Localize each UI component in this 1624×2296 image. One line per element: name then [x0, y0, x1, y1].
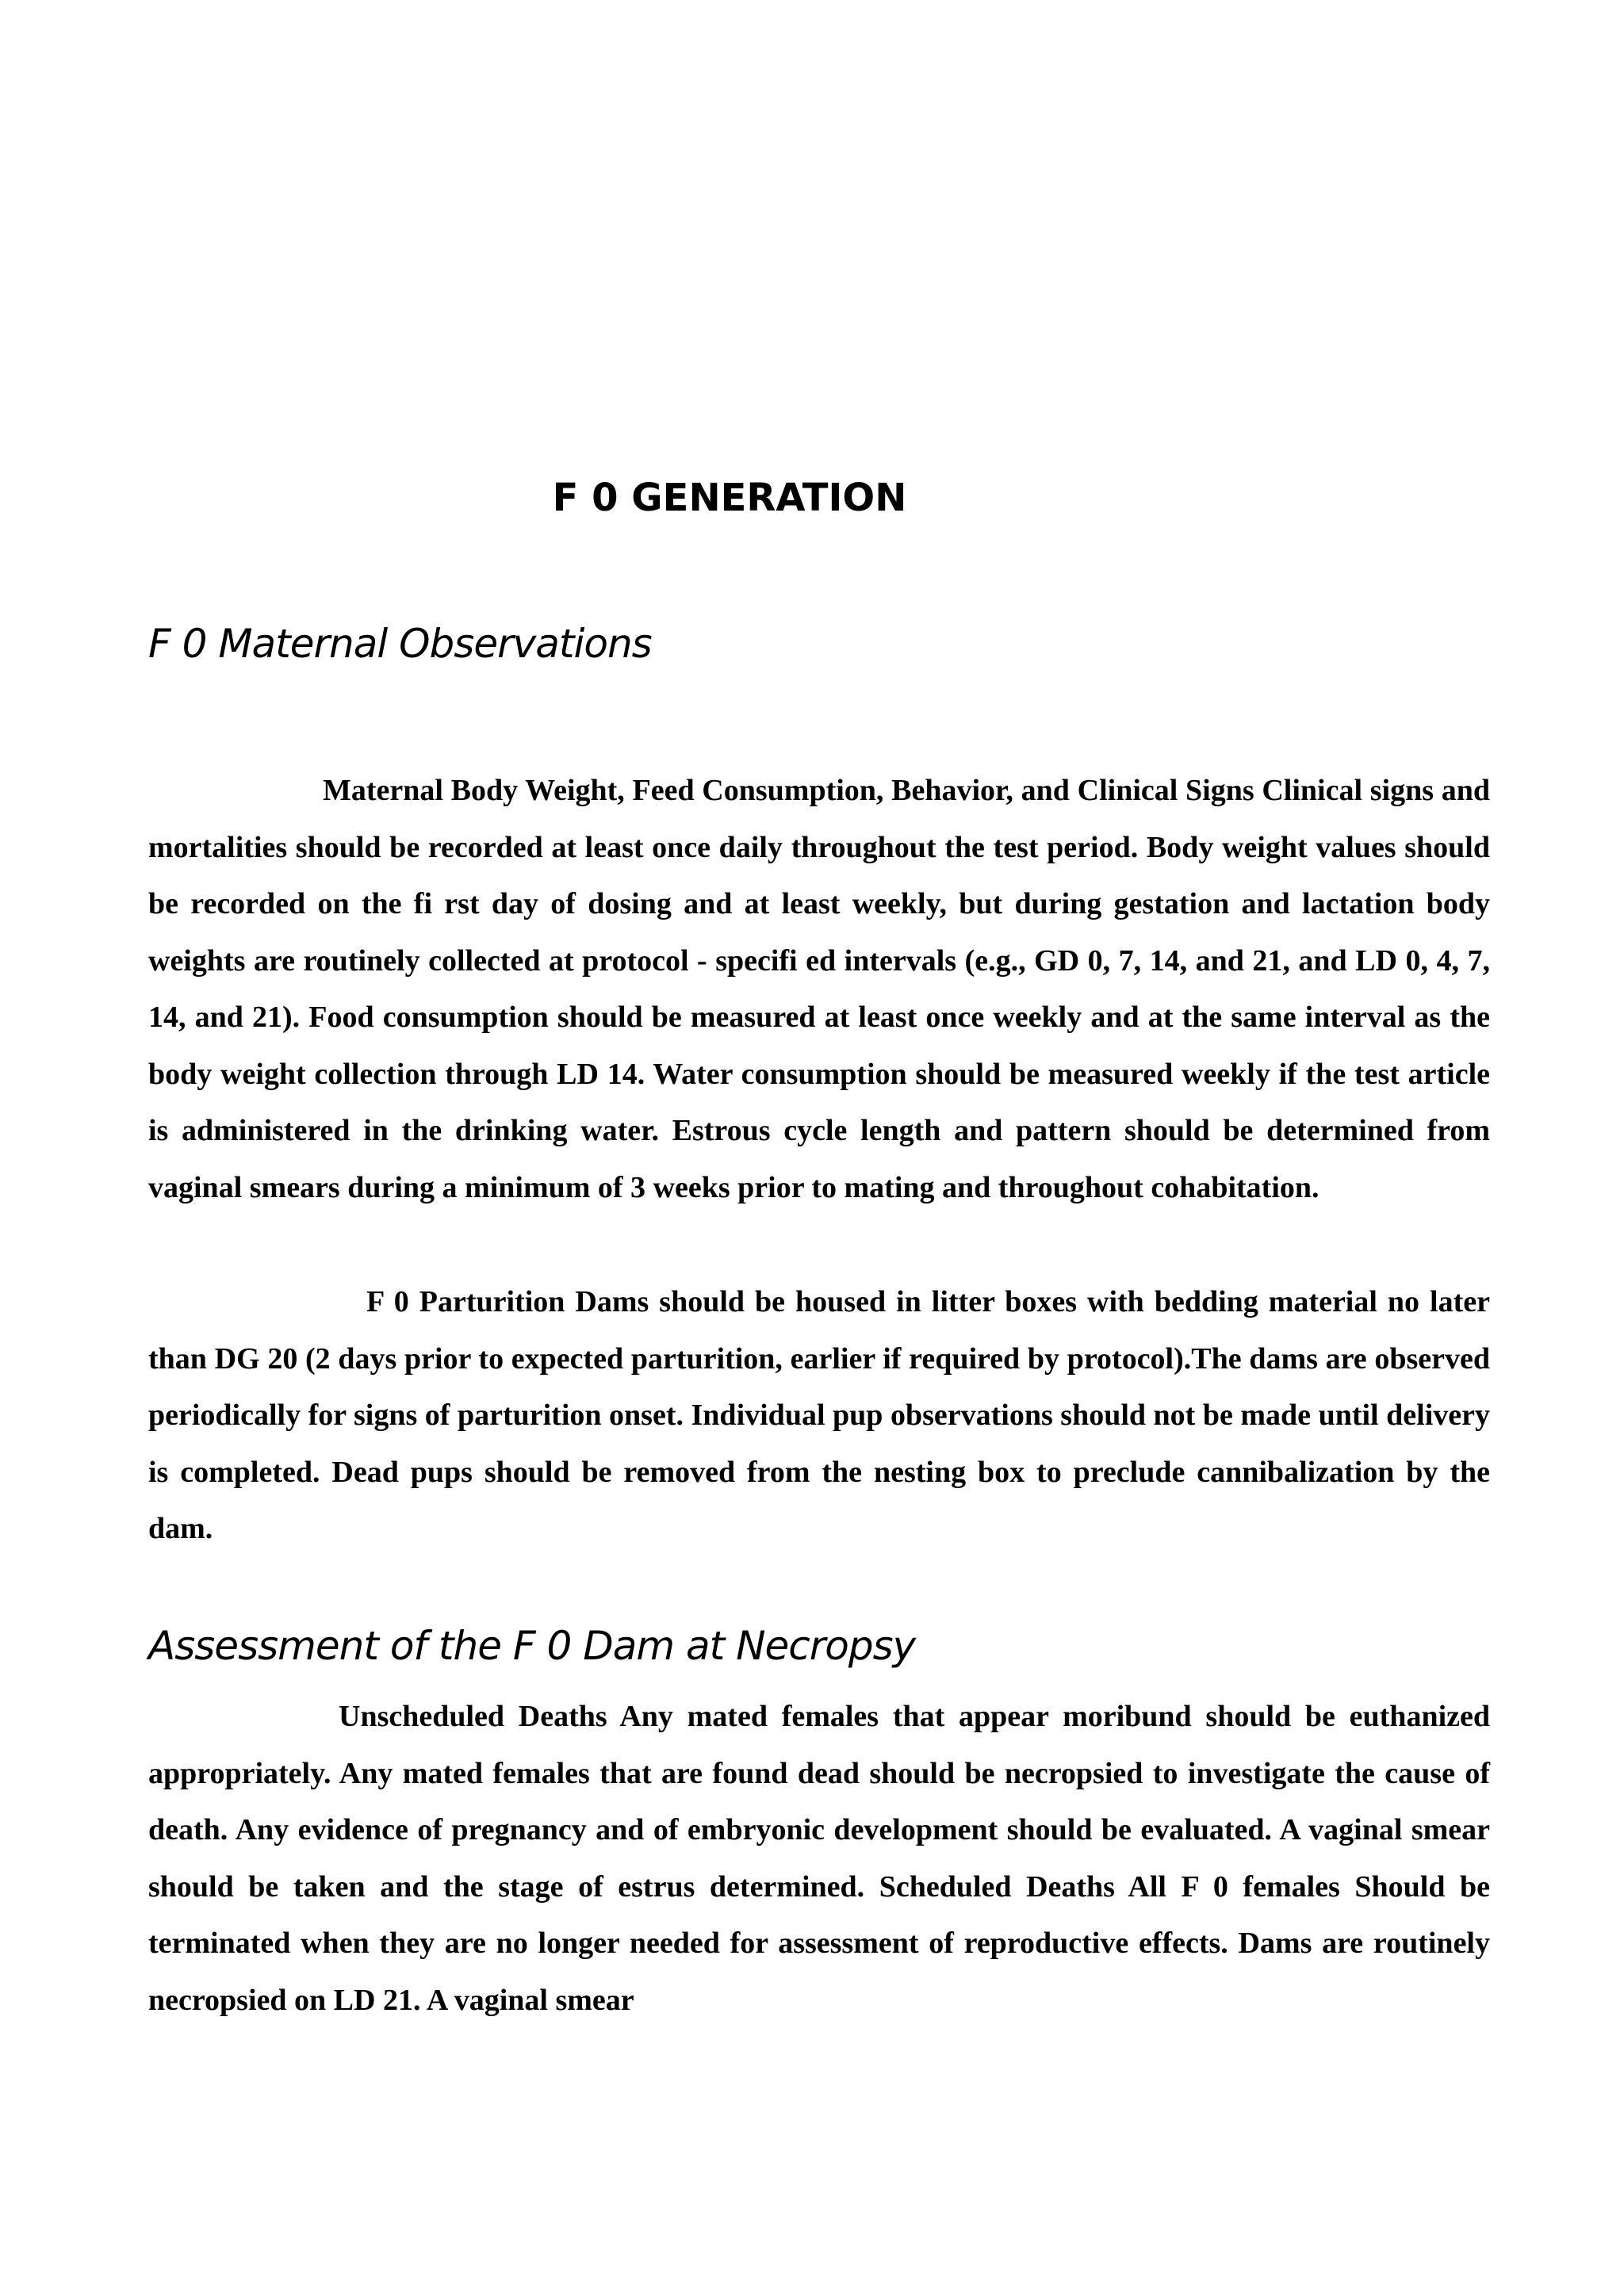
paragraph-unscheduled-deaths: Unscheduled Deaths Any mated females that appear moribund should be euthanized appropriately. Any mated females that are found dead should be necropsied to investigate the cause of death. Any evidence of pregnancy and of embryonic development should be evaluated. A vaginal smear should be taken and the stage of estrus determined. Scheduled Deaths All F 0 females Should be terminated when they are no longer needed for assessment of reproductive effects. Dams are routinely necropsied on LD 21. A vaginal smear — [148, 1700, 1490, 2017]
paragraph-maternal-body-weight: Maternal Body Weight, Feed Consumption, Behavior, and Clinical Signs Clinical signs and mortalities should be recorded at least once daily throughout the test period. Body weight values should be recorded on the fi rst day of dosing and at least weekly, but during gestation and lactation body weights are routinely collected at protocol - specifi ed intervals (e.g., GD 0, 7, 14, and 21, and LD 0, 4, 7, 14, and 21). Food consumption should be measured at least once weekly and at the same interval as the body weight collection through LD 14. Water consumption should be measured weekly if the test article is administered in the drinking water. Estrous cycle length and pattern should be determined from vaginal smears during a minimum of 3 weeks prior to mating and throughout cohabitation. — [148, 774, 1490, 1204]
section-heading-dam-necropsy: Assessment of the F 0 Dam at Necropsy — [148, 1623, 916, 1669]
page-title: F 0 GENERATION — [552, 476, 907, 520]
section-heading-maternal-observations: F 0 Maternal Observations — [148, 621, 652, 667]
paragraph-parturition: F 0 Parturition Dams should be housed in litter boxes with bedding material no later than DG 20 (2 days prior to expected parturition, earlier if required by protocol).The dams are observed periodically for signs of parturition onset. Individual pup observations should not be made until delivery is completed. Dead pups should be removed from the nesting box to preclude cannibalization by the dam. — [148, 1285, 1490, 1545]
